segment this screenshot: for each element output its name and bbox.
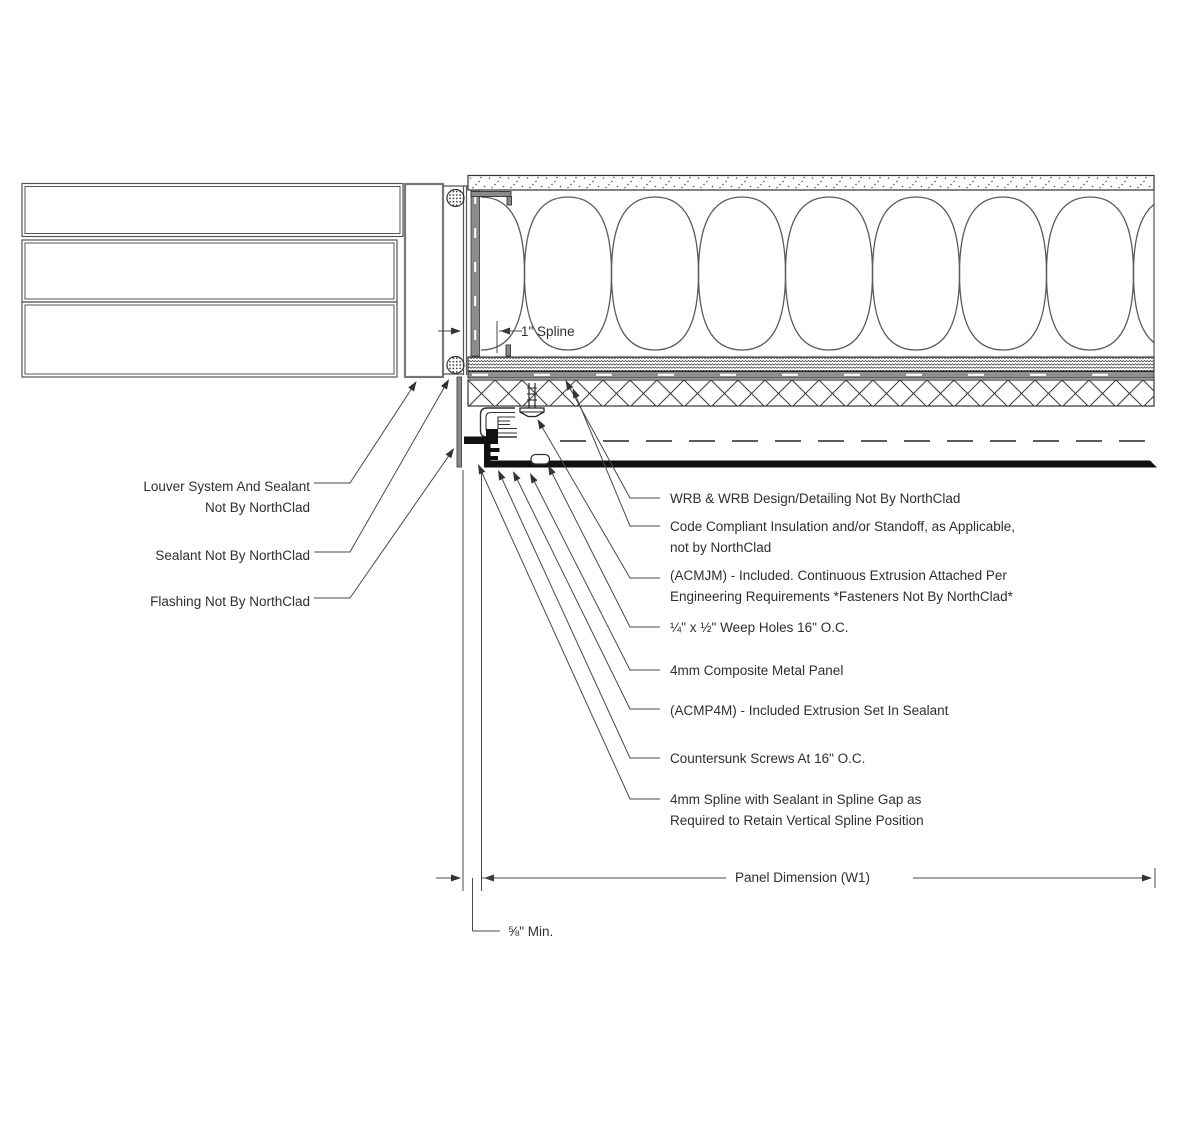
leader-lines-right [479,381,661,799]
callout-text: 4mm Composite Metal Panel [670,663,844,678]
callout-4mm-spline [670,789,924,831]
louver-frame-member [405,184,443,377]
callout-text: (ACMJM) - Included. Continuous Extrusion Attached Per [670,568,1007,583]
dimension-label-spline: 1" Spline [521,324,575,339]
callout-text: ¼" x ½" Weep Holes 16" O.C. [670,620,849,635]
sealant-backer-rods [447,190,464,374]
callout-wrb [670,488,960,509]
dimension-label-min-gap: ⅝" Min. [508,924,554,939]
callout-flashing [150,591,310,612]
louver-section [22,184,403,378]
callout-text: Countersunk Screws At 16" O.C. [670,751,866,766]
callout-weep-holes [670,617,848,638]
callout-countersunk-screws [670,748,865,769]
insulation-batt [481,191,1154,356]
acmjm-extrusion [481,408,518,437]
callout-text: Not By NorthClad [204,499,310,515]
callout-acmjm-extrusion [670,565,1013,607]
composite-panel [484,461,1157,468]
leader-lines-left [314,380,454,598]
flashing-bar [457,377,462,467]
callout-text: Engineering Requirements *Fasteners Not By NorthClad* [670,589,1013,604]
backer-rod-top [447,190,464,207]
callout-text: WRB & WRB Design/Detailing Not By NorthClad [670,491,961,506]
sealant-joint [443,186,468,375]
weep-hole [531,455,550,465]
callout-composite-panel [670,660,843,681]
callout-sealant [155,545,310,566]
callout-text: 4mm Spline with Sealant in Spline Gap as [670,792,922,807]
backer-rod-bottom [447,357,464,374]
callout-text: Sealant Not By NorthClad [155,547,310,563]
callout-text: Louver System And Sealant [143,478,310,494]
callout-louver-system [143,476,310,518]
wrb-strip [468,372,1154,379]
callout-acmp4m-extrusion [670,700,948,721]
sheathing-band [468,357,1154,371]
dimension-label-panel: Panel Dimension (W1) [735,870,871,885]
callout-text: not by NorthClad [670,540,772,555]
callout-text: Required to Retain Vertical Spline Position [670,813,924,828]
callout-code-compliant-insulation [670,516,1015,558]
stipple-band [468,176,1154,191]
callout-text: Code Compliant Insulation and/or Standoff, as Applicable, [670,519,1015,534]
callout-text: (ACMP4M) - Included Extrusion Set In Sealant [670,703,949,718]
callout-text: Flashing Not By NorthClad [150,593,310,609]
